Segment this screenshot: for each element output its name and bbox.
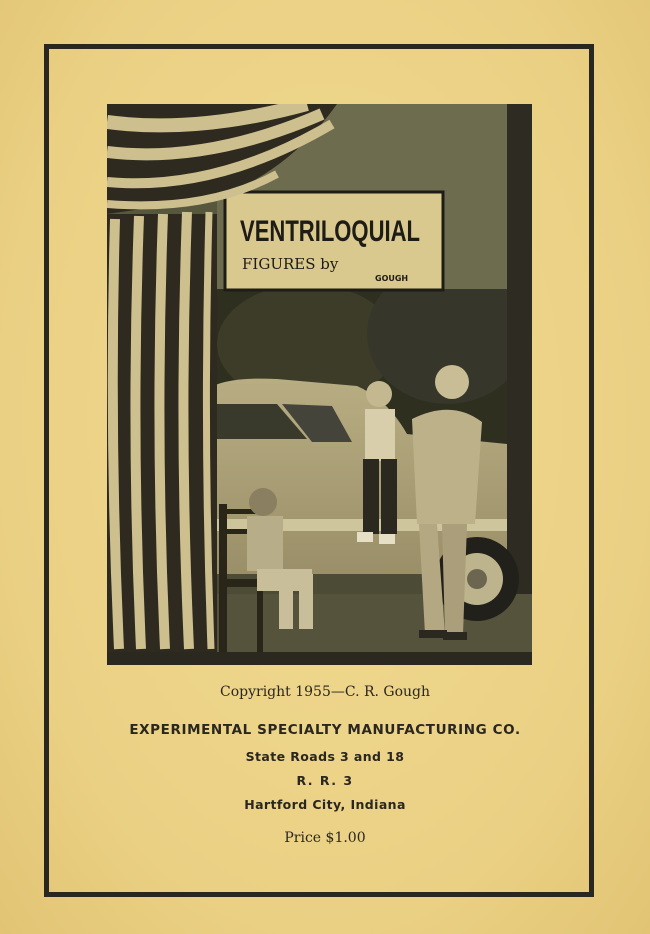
- price-line: Price $1.00: [284, 830, 366, 846]
- address-line-3: Hartford City, Indiana: [244, 797, 406, 812]
- address-line-1: State Roads 3 and 18: [245, 749, 405, 764]
- sign-maker: GOUGH: [375, 274, 409, 283]
- address-line-2: R. R. 3: [296, 773, 354, 788]
- sign-subtitle: FIGURES by: [242, 255, 339, 273]
- sign-title: VENTRILOQUIAL: [240, 215, 420, 248]
- cover-photo-illustration: [107, 104, 532, 665]
- copyright-line: Copyright 1955—C. R. Gough: [219, 684, 431, 700]
- company-name: EXPERIMENTAL SPECIALTY MANUFACTURING CO.: [129, 722, 521, 738]
- cover-photo: [107, 104, 532, 665]
